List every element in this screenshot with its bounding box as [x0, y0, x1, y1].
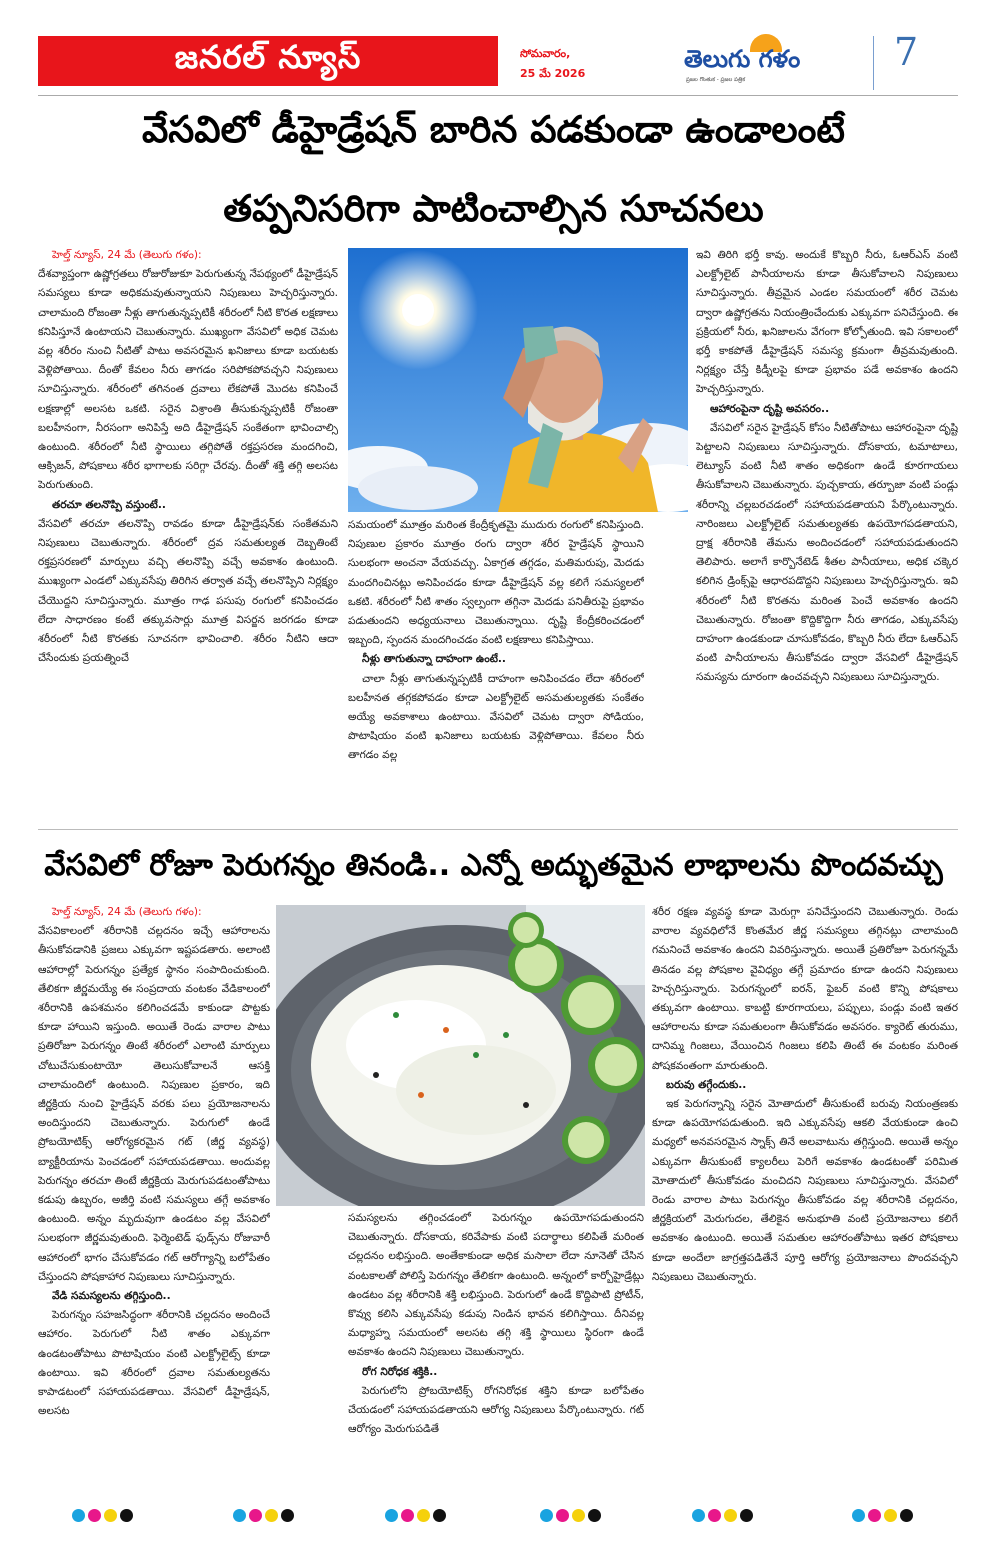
registration-marks	[233, 1509, 294, 1522]
registration-marks	[72, 1509, 133, 1522]
article1-col1b-text: వేసవిలో తరచూ తలనొప్పి రావడం కూడా డీహైడ్రేషన్‌కు సంకేతమని నిపుణులు చెబుతున్నారు. శరీరంలో ద్రవ సమతుల్యత దెబ్బతింటే రక్తప్రసరణలో మార్పులు వచ్చి తలనొప్పి వచ్చే అవకాశం ఉంటుంది. ముఖ్యంగా ఎండలో ఎక్కువసేపు తిరిగిన తర్వాత వచ్చే తలనొప్పిని నిర్లక్ష్యం చేయొద్దని సూచిస్తున్నారు. మూత్రం గాఢ పసుపు రంగులో కనిపించడం లేదా సాధారణం కంటే తక్కువసార్లు మూత్ర విసర్జన జరగడం కూడా శరీరంలో నీటి కొరతకు సూచనగా భావించాలి. శరీరం నీటిని ఆదా చేసేందుకు ప్రయత్నించే	[38, 517, 338, 665]
article2-col3b-text: ఇక పెరుగన్నాన్ని సరైన మోతాదులో తీసుకుంటే బరువు నియంత్రణకు కూడా ఉపయోగపడుతుంది. ఇది ఎక్కువసేపు ఆకలి వేయకుండా ఉంచి మధ్యలో అనవసరమైన స్నాక్స్ తినే అలవాటును తగ్గిస్తుంది. అయితే అన్నం ఎక్కువగా తీసుకుంటే క్యాలరీలు పెరిగే అవకాశం ఉండటంతో పరిమిత మోతాదులో తీసుకోవడం మంచిదని నిపుణులు సూచిస్తున్నారు. వేసవిలో రెండు వారాల పాటు పెరుగన్నం తీసుకోవడం వల్ల శరీరానికి చల్లదనం, జీర్ణక్రియలో మెరుగుదల, తేలికైన అనుభూతి వంటి ప్రయోజనాలు కలిగే అవకాశం ఉంటుంది. అయితే సమతుల ఆహారంతోపాటు ఇతర పోషకాలు కూడా అందేలా జాగ్రత్తపడితేనే పూర్తి ఆరోగ్య ప్రయోజనాలు పొందవచ్చని నిపుణులు చెబుతున్నారు.	[652, 1098, 958, 1283]
sweating-man-photo	[348, 248, 688, 512]
cyan-dot	[852, 1509, 865, 1522]
article2-col2-text: సమస్యలను తగ్గించడంలో పెరుగన్నం ఉపయోగపడుతుందని చెబుతున్నారు. దోసకాయ, కరివేపాకు వంటి పదార్థాలు కలిపితే మరింత చల్లదనం లభిస్తుంది. అంతేకాకుండా అధిక మసాలా లేదా నూనెతో చేసిన వంటకాలతో పోలిస్తే పెరుగన్నం తేలికగా ఉంటుంది. అన్నంలో కార్బోహైడ్రేట్లు ఉండటం వల్ల శరీరానికి శక్తి లభిస్తుంది. పెరుగులో ఉండే కొద్దిపాటి ప్రోటీన్, కొవ్వు కలిసి ఎక్కువసేపు కడుపు నిండిన భావన కలిగిస్తాయి. దీనివల్ల మధ్యాహ్న సమయంలో అలసట తగ్గి శక్తి స్థాయిలు స్థిరంగా ఉండే అవకాశం ఉందని నిపుణులు చెబుతున్నారు.	[348, 1212, 644, 1359]
black-dot	[281, 1509, 294, 1522]
article1-subhead-diet: ఆహారంపైనా దృష్టి అవసరం..	[710, 402, 830, 415]
logo-tagline: ప్రజల గొంతుక - ప్రజల పత్రిక	[686, 77, 746, 83]
masthead-logo[interactable]	[684, 32, 864, 90]
article1-headline-line2: తప్పనిసరిగా పాటించాల్సిన సూచనలు	[223, 187, 764, 230]
article1-headline-line1: వేసవిలో డీహైడ్రేషన్ బారిన పడకుండా ఉండాలంటే	[142, 108, 845, 151]
registration-marks	[692, 1509, 753, 1522]
cyan-dot	[72, 1509, 85, 1522]
article1-column-1	[38, 246, 338, 826]
article2-column-2	[348, 1209, 644, 1500]
article1-col3b-text: వేసవిలో సరైన హైడ్రేషన్ కోసం నీటితోపాటు ఆహారంపైనా దృష్టి పెట్టాలని నిపుణులు సూచిస్తున్నారు. దోసకాయ, టమాటాలు, లెట్యూస్ వంటి నీటి శాతం అధికంగా ఉండే కూరగాయలు తీసుకోవాలని చెబుతున్నారు. పుచ్చకాయ, తర్బూజా వంటి పండ్లు శరీరాన్ని చల్లబరచడంలో సహాయపడతాయని పేర్కొంటున్నారు. నారింజలు ఎలక్ట్రోలైట్ సమతుల్యతకు ఉపయోగపడతాయని, ద్రాక్ష శరీరానికి తేమను అందించడంలో సహాయపడుతుందని తెలిపారు. అలాగే కార్బొనేటెడ్ శీతల పానీయాలు, అధిక చక్కెర కలిగిన డ్రింక్స్‌పై ఆధారపడొద్దని నిపుణులు హెచ్చరిస్తున్నారు. ఇవి శరీరంలో నీటి కొరతను మరింత పెంచే అవకాశం ఉందని చెబుతున్నారు. రోజంతా కొద్దికొద్దిగా నీరు తాగడం, ఎక్కువసేపు దాహంగా ఉండకుండా చూసుకోవడం, కొబ్బరి నీరు లేదా ఓఆర్ఎస్ వంటి పానీయాలను తీసుకోవడం ద్వారా వేసవిలో డీహైడ్రేషన్ సమస్యను దూరంగా ఉంచవచ్చని నిపుణులు సూచిస్తున్నారు.	[696, 421, 958, 684]
article-divider	[38, 829, 958, 830]
section-banner: జనరల్ న్యూస్	[38, 36, 498, 86]
black-dot	[588, 1509, 601, 1522]
yellow-dot	[884, 1509, 897, 1522]
article2-column-3	[652, 903, 958, 1500]
yellow-dot	[104, 1509, 117, 1522]
yellow-dot	[724, 1509, 737, 1522]
article2-column-1	[38, 903, 270, 1500]
cyan-dot	[540, 1509, 553, 1522]
article1-dateline: హెల్త్ న్యూస్, 24 మే (తెలుగు గళం):	[52, 249, 202, 261]
issue-date-text: 25 మే 2026	[520, 67, 586, 80]
issue-date	[520, 44, 585, 84]
article1-col1-text: దేశవ్యాప్తంగా ఉష్ణోగ్రతలు రోజురోజుకూ పెరుగుతున్న నేపథ్యంలో డీహైడ్రేషన్ సమస్యలు కూడా అధికమవుతున్నాయని నిపుణులు హెచ్చరిస్తున్నారు. చాలామంది రోజంతా నీళ్లు తాగుతున్నప్పటికీ శరీరంలో నీటి కొరత లక్షణాలు కనిపిస్తూనే ఉంటాయని చెబుతున్నారు. ముఖ్యంగా వేసవిలో అధిక చెమట వల్ల శరీరం నుంచి నీటితో పాటు అవసరమైన ఖనిజాలు కూడా బయటకు వెళ్లిపోతాయి. దీంతో కేవలం నీరు తాగడం సరిపోకపోవచ్చని నిపుణులు సూచిస్తున్నారు. శరీరంలో తగినంత ద్రవాలు లేకపోతే మొదట కనిపించే లక్షణాల్లో అలసట ఒకటి. సరైన విశ్రాంతి తీసుకున్నప్పటికీ రోజంతా బలహీనంగా, నీరసంగా అనిపిస్తే అది డీహైడ్రేషన్ సంకేతంగా భావించాల్సి ఉంటుంది. శరీరంలో నీటి స్థాయిలు తగ్గిపోతే రక్తప్రసరణ మందగించి, ఆక్సిజన్, పోషకాలు శరీర భాగాలకు సరిగ్గా చేరవు. దీంతో శక్తి తగ్గి అలసట పెరుగుతుంది.	[38, 268, 338, 492]
yellow-dot	[572, 1509, 585, 1522]
article1-col3-text: ఇవి తిరిగి భర్తీ కావు. అందుకే కొబ్బరి నీరు, ఓఆర్ఎస్ వంటి ఎలక్ట్రోలైట్ పానీయాలను కూడా తీసుకోవాలని నిపుణులు సూచిస్తున్నారు. తీవ్రమైన ఎండల సమయంలో శరీర చెమట ద్వారా ఉష్ణోగ్రతను నియంత్రించేందుకు ఎక్కువగా పనిచేస్తుంది. ఈ ప్రక్రియలో నీరు, ఖనిజాలను వేగంగా కోల్పోతుంది. ఇవి సకాలంలో భర్తీ కాకపోతే డీహైడ్రేషన్ సమస్య క్రమంగా తీవ్రమవుతుంది. నిర్లక్ష్యం చేస్తే కిడ్నీలపై కూడా ప్రభావం పడే అవకాశం ఉందని హెచ్చరిస్తున్నారు.	[696, 249, 958, 396]
black-dot	[433, 1509, 446, 1522]
article2-col3-text: శరీర రక్షణ వ్యవస్థ కూడా మెరుగ్గా పనిచేస్తుందని చెబుతున్నారు. రెండు వారాల వ్యవధిలోనే కొంతమేర జీర్ణ సమస్యలు తగ్గినట్లు చాలామంది గమనించే అవకాశం ఉందని వివరిస్తున్నారు. అయితే ప్రతిరోజూ పెరుగన్నమే తినడం వల్ల పోషకాల వైవిధ్యం తగ్గే ప్రమాదం కూడా ఉందని నిపుణులు హెచ్చరిస్తున్నారు. పెరుగన్నంలో ఐరన్, ఫైబర్ వంటి కొన్ని పోషకాలు తక్కువగా ఉంటాయి. కాబట్టి కూరగాయలు, పప్పులు, పండ్లు వంటి ఇతర ఆహారాలను కూడా సమతులంగా తీసుకోవడం అవసరం. క్యారెట్ తురుము, దానిమ్మ గింజలు, వేయించిన గింజలు కలిపి తింటే ఈ వంటకం మరింత పోషకవంతంగా మారుతుంది.	[652, 906, 958, 1072]
cyan-dot	[233, 1509, 246, 1522]
magenta-dot	[868, 1509, 881, 1522]
magenta-dot	[401, 1509, 414, 1522]
black-dot	[740, 1509, 753, 1522]
registration-marks	[540, 1509, 601, 1522]
article1-col2-text: సమయంలో మూత్రం మరింత కేంద్రీకృతమై ముదురు రంగులో కనిపిస్తుంది. నిపుణుల ప్రకారం మూత్రం రంగు ద్వారా శరీర హైడ్రేషన్ స్థాయిని సులభంగా అంచనా వేయవచ్చు. ఏకాగ్రత తగ్గడం, మతిమరుపు, మెదడు మందగించినట్లు అనిపించడం కూడా డీహైడ్రేషన్ వల్ల కలిగే సమస్యలలో ఒకటి. శరీరంలో నీటి శాతం స్వల్పంగా తగ్గినా మెదడు పనితీరుపై ప్రభావం పడుతుందని అధ్యయనాలు చెబుతున్నాయి. దృష్టి కేంద్రీకరించడంలో ఇబ్బంది, స్పందన మందగించడం వంటి లక్షణాలు కనిపిస్తాయి.	[348, 519, 644, 647]
cyan-dot	[385, 1509, 398, 1522]
article1-subhead-headache: తరచూ తలనొప్పి వస్తుంటే..	[52, 498, 166, 511]
magenta-dot	[708, 1509, 721, 1522]
black-dot	[900, 1509, 913, 1522]
issue-day: సోమవారం,	[520, 47, 571, 60]
page-number-divider	[873, 36, 874, 90]
header-rule	[38, 95, 958, 96]
page-number: 7	[894, 30, 919, 74]
magenta-dot	[556, 1509, 569, 1522]
curd-rice-photo	[276, 905, 645, 1206]
article1-column-2	[348, 516, 644, 826]
magenta-dot	[249, 1509, 262, 1522]
article1-col2b-text: చాలా నీళ్లు తాగుతున్నప్పటికీ దాహంగా అనిపించడం లేదా శరీరంలో బలహీనత తగ్గకపోవడం కూడా ఎలక్ట్రోలైట్ అసమతుల్యతకు సంకేతం అయ్యే అవకాశాలు ఉంటాయి. వేసవిలో చెమట ద్వారా సోడియం, పొటాషియం వంటి ఖనిజాలు బయటకు వెళ్లిపోతాయి. కేవలం నీరు తాగడం వల్ల	[348, 672, 644, 762]
logo-name: తెలుగు గళం	[684, 44, 801, 73]
black-dot	[120, 1509, 133, 1522]
article2-subhead-immunity: రోగ నిరోధక శక్తికి..	[362, 1365, 438, 1378]
article2-col1-text: వేసవికాలంలో శరీరానికి చల్లదనం ఇచ్చే ఆహారాలను తీసుకోవడానికి ప్రజలు ఎక్కువగా ఇష్టపడతారు. అలాంటి ఆహారాల్లో పెరుగన్నం ప్రత్యేక స్థానం సంపాదించుకుంది. తేలికగా జీర్ణమయ్యే ఈ సంప్రదాయ వంటకం వేడికాలంలో శరీరానికి ఉపశమనం కలిగించడమే కాకుండా పొట్టకు కూడా హాయిని ఇస్తుంది. అయితే రెండు వారాల పాటు ప్రతిరోజూ పెరుగన్నం తింటే శరీరంలో ఎలాంటి మార్పులు చోటుచేసుకుంటాయో తెలుసుకోవాలనే ఆసక్తి చాలామందిలో ఉంటుంది. నిపుణుల ప్రకారం, ఇది జీర్ణక్రియ నుంచి హైడ్రేషన్ వరకు పలు ప్రయోజనాలను అందిస్తుందని చెబుతున్నారు. పెరుగులో ఉండే ప్రోబయోటిక్స్ ఆరోగ్యకరమైన గట్ (జీర్ణ వ్యవస్థ) బ్యాక్టీరియాను పెంచడంలో సహాయపడతాయి. అందువల్ల పెరుగన్నం తరచూ తింటే జీర్ణక్రియ మెరుగుపడటంతోపాటు కడుపు ఉబ్బరం, అజీర్తి వంటి సమస్యలు తగ్గే అవకాశం ఉంటుంది. అన్నం మృదువుగా ఉండటం వల్ల వేసవిలో సులభంగా జీర్ణమవుతుంది. ఫెర్మెంటెడ్ ఫుడ్స్‌ను రోజువారీ ఆహారంలో భాగం చేసుకోవడం గట్ ఆరోగ్యాన్ని బలోపేతం చేస్తుందని పోషకాహార నిపుణులు సూచిస్తున్నారు.	[38, 925, 270, 1283]
registration-marks	[852, 1509, 913, 1522]
article1-subhead-thirst: నీళ్లు తాగుతున్నా దాహంగా ఉంటే..	[362, 653, 506, 666]
article2-headline: వేసవిలో రోజూ పెరుగన్నం తినండి.. ఎన్నో అద్భుతమైన లాభాలను పొందవచ్చు	[44, 848, 943, 883]
article2-subhead-weight: బరువు తగ్గేందుకు..	[666, 1078, 747, 1091]
yellow-dot	[265, 1509, 278, 1522]
article2-col1b-text: పెరుగన్నం సహజసిద్ధంగా శరీరానికి చల్లదనం అందించే ఆహారం. పెరుగులో నీటి శాతం ఎక్కువగా ఉండటంతోపాటు పొటాషియం వంటి ఎలక్ట్రోలైట్స్ కూడా ఉంటాయి. ఇవి శరీరంలో ద్రవాల సమతుల్యతను కాపాడటంలో సహాయపడతాయి. వేసవిలో డీహైడ్రేషన్, అలసట	[38, 1309, 270, 1418]
article1-column-3	[696, 246, 958, 826]
article2-dateline: హెల్త్ న్యూస్, 24 మే (తెలుగు గళం):	[52, 906, 202, 918]
magenta-dot	[88, 1509, 101, 1522]
cyan-dot	[692, 1509, 705, 1522]
registration-marks	[385, 1509, 446, 1522]
article2-subhead-heat: వేడి సమస్యలను తగ్గిస్తుంది..	[52, 1290, 171, 1303]
yellow-dot	[417, 1509, 430, 1522]
article2-col2b-text: పెరుగులోని ప్రోబయోటిక్స్ రోగనిరోధక శక్తిని కూడా బలోపేతం చేయడంలో సహాయపడతాయని ఆరోగ్య నిపుణులు పేర్కొంటున్నారు. గట్ ఆరోగ్యం మెరుగుపడితే	[348, 1384, 644, 1436]
